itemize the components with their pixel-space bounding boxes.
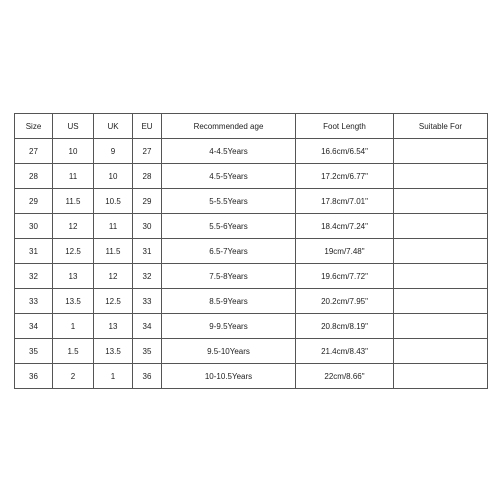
cell-size: 34 xyxy=(15,314,53,339)
cell-suitable-for xyxy=(394,239,488,264)
cell-foot-length: 21.4cm/8.43" xyxy=(296,339,394,364)
cell-suitable-for xyxy=(394,364,488,389)
header-suitable-for: Suitable For xyxy=(394,114,488,139)
cell-us: 12.5 xyxy=(53,239,94,264)
cell-recommended-age: 5.5-6Years xyxy=(162,214,296,239)
cell-foot-length: 20.8cm/8.19" xyxy=(296,314,394,339)
cell-suitable-for xyxy=(394,139,488,164)
cell-uk: 13.5 xyxy=(94,339,133,364)
cell-eu: 27 xyxy=(133,139,162,164)
cell-size: 35 xyxy=(15,339,53,364)
cell-eu: 33 xyxy=(133,289,162,314)
cell-size: 32 xyxy=(15,264,53,289)
cell-uk: 10.5 xyxy=(94,189,133,214)
cell-foot-length: 19cm/7.48" xyxy=(296,239,394,264)
table-header-row xyxy=(15,114,488,139)
cell-suitable-for xyxy=(394,264,488,289)
cell-us: 2 xyxy=(53,364,94,389)
cell-us: 11.5 xyxy=(53,189,94,214)
cell-recommended-age: 5-5.5Years xyxy=(162,189,296,214)
cell-recommended-age: 9-9.5Years xyxy=(162,314,296,339)
cell-foot-length: 22cm/8.66" xyxy=(296,364,394,389)
cell-suitable-for xyxy=(394,164,488,189)
cell-size: 29 xyxy=(15,189,53,214)
cell-uk: 9 xyxy=(94,139,133,164)
cell-uk: 13 xyxy=(94,314,133,339)
cell-recommended-age: 8.5-9Years xyxy=(162,289,296,314)
header-us: US xyxy=(53,114,94,139)
cell-suitable-for xyxy=(394,214,488,239)
table-row xyxy=(15,364,488,389)
cell-foot-length: 19.6cm/7.72" xyxy=(296,264,394,289)
cell-us: 11 xyxy=(53,164,94,189)
table-row xyxy=(15,139,488,164)
cell-us: 13.5 xyxy=(53,289,94,314)
cell-us: 13 xyxy=(53,264,94,289)
cell-foot-length: 16.6cm/6.54" xyxy=(296,139,394,164)
cell-eu: 31 xyxy=(133,239,162,264)
header-size: Size xyxy=(15,114,53,139)
table-row xyxy=(15,264,488,289)
cell-us: 1 xyxy=(53,314,94,339)
table-row xyxy=(15,164,488,189)
cell-uk: 12 xyxy=(94,264,133,289)
cell-uk: 11.5 xyxy=(94,239,133,264)
cell-suitable-for xyxy=(394,314,488,339)
cell-uk: 1 xyxy=(94,364,133,389)
cell-eu: 30 xyxy=(133,214,162,239)
table-row xyxy=(15,189,488,214)
cell-uk: 10 xyxy=(94,164,133,189)
cell-foot-length: 17.2cm/6.77" xyxy=(296,164,394,189)
cell-recommended-age: 7.5-8Years xyxy=(162,264,296,289)
table-body xyxy=(15,139,488,389)
cell-recommended-age: 9.5-10Years xyxy=(162,339,296,364)
cell-recommended-age: 4.5-5Years xyxy=(162,164,296,189)
table-row xyxy=(15,289,488,314)
cell-foot-length: 20.2cm/7.95" xyxy=(296,289,394,314)
header-recommended-age: Recommended age xyxy=(162,114,296,139)
cell-eu: 28 xyxy=(133,164,162,189)
cell-suitable-for xyxy=(394,189,488,214)
cell-recommended-age: 6.5-7Years xyxy=(162,239,296,264)
cell-size: 33 xyxy=(15,289,53,314)
table-row xyxy=(15,339,488,364)
cell-eu: 36 xyxy=(133,364,162,389)
table-row xyxy=(15,239,488,264)
table-row xyxy=(15,214,488,239)
cell-eu: 29 xyxy=(133,189,162,214)
cell-eu: 32 xyxy=(133,264,162,289)
cell-suitable-for xyxy=(394,289,488,314)
cell-size: 27 xyxy=(15,139,53,164)
cell-size: 31 xyxy=(15,239,53,264)
cell-recommended-age: 4-4.5Years xyxy=(162,139,296,164)
cell-foot-length: 17.8cm/7.01" xyxy=(296,189,394,214)
header-uk: UK xyxy=(94,114,133,139)
cell-suitable-for xyxy=(394,339,488,364)
cell-size: 28 xyxy=(15,164,53,189)
cell-size: 36 xyxy=(15,364,53,389)
cell-uk: 12.5 xyxy=(94,289,133,314)
table-row xyxy=(15,314,488,339)
cell-us: 10 xyxy=(53,139,94,164)
header-foot-length: Foot Length xyxy=(296,114,394,139)
cell-us: 12 xyxy=(53,214,94,239)
cell-eu: 35 xyxy=(133,339,162,364)
cell-foot-length: 18.4cm/7.24" xyxy=(296,214,394,239)
header-eu: EU xyxy=(133,114,162,139)
cell-uk: 11 xyxy=(94,214,133,239)
cell-us: 1.5 xyxy=(53,339,94,364)
cell-size: 30 xyxy=(15,214,53,239)
cell-eu: 34 xyxy=(133,314,162,339)
size-chart-table xyxy=(14,113,488,389)
cell-recommended-age: 10-10.5Years xyxy=(162,364,296,389)
